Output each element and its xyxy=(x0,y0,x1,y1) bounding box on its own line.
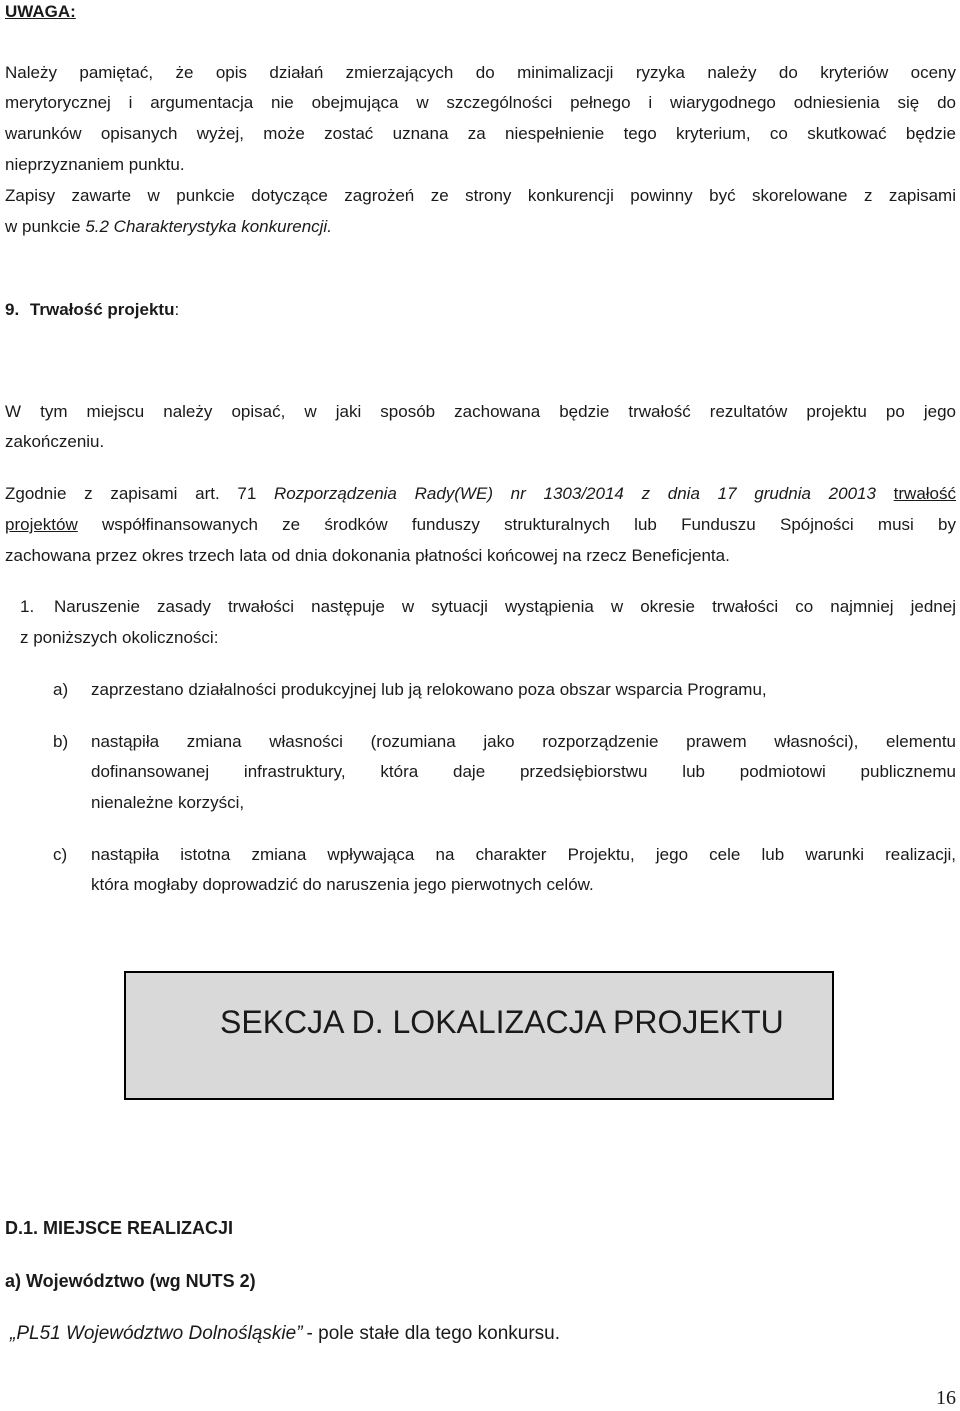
d1-heading: D.1. MIEJSCE REALIZACJI xyxy=(5,1218,234,1238)
section-colon: : xyxy=(174,300,180,319)
text-line: z poniższych okoliczności: xyxy=(20,628,219,647)
section-number: 9. xyxy=(5,300,20,319)
text-line: zakończeniu. xyxy=(5,432,105,451)
underlined-term: trwałość xyxy=(893,484,957,503)
region-line xyxy=(10,1323,560,1345)
region-note: - pole stałe dla tego konkursu. xyxy=(306,1323,561,1344)
text-line xyxy=(5,515,956,535)
text-line xyxy=(5,217,332,237)
text-line: Zapisy zawarte w punkcie dotyczące zagrożeń ze strony konkurencji powinny być skorelowane z zapisami xyxy=(5,186,956,205)
text-fragment: Zgodnie z zapisami art. xyxy=(5,484,238,503)
list-marker: 1. xyxy=(20,597,35,616)
text-line: Naruszenie zasady trwałości następuje w sytuacji wystąpienia w okresie trwałości co najmniej jednej xyxy=(54,597,956,616)
regulation-reference: Rozporządzenia Rady(WE) nr 1303/2014 z dnia 17 grudnia 20013 xyxy=(274,484,876,503)
list-item-text: zaprzestano działalności produkcyjnej lub ją relokowano poza obszar wsparcia Programu, xyxy=(91,680,767,699)
page-number: 16 xyxy=(936,1387,956,1409)
text-line: W tym miejscu należy opisać, w jaki sposób zachowana będzie trwałość rezultatów projektu po jego xyxy=(5,402,956,421)
section-title: Trwałość projektu xyxy=(29,300,175,319)
text-fragment: współfinansowanych ze środków funduszy strukturalnych lub Funduszu Spójności musi by xyxy=(77,515,956,534)
list-marker: c) xyxy=(53,845,68,864)
text-line: zachowana przez okres trzech lata od dnia dokonania płatności końcowej na rzecz Beneficjenta. xyxy=(5,546,730,565)
text-fragment: 71 xyxy=(237,484,275,503)
text-line: merytorycznej i argumentacja nie obejmująca w szczególności pełnego i wiarygodnego odniesienia się do xyxy=(5,93,956,112)
text-reference-italic: 5.2 Charakterystyka konkurencji. xyxy=(85,217,332,236)
list-item-text: dofinansowanej infrastruktury, która daje przedsiębiorstwu lub podmiotowi publicznemu xyxy=(91,762,956,781)
text-fragment: w punkcie xyxy=(5,217,86,236)
text-line: warunków opisanych wyżej, może zostać uznana za niespełnienie tego kryterium, co skutkować będzie xyxy=(5,124,956,143)
text-line: Należy pamiętać, że opis działań zmierzających do minimalizacji ryzyka należy do kryteriów oceny xyxy=(5,63,956,82)
list-item-text: nastąpiła istotna zmiana wpływająca na charakter Projektu, jego cele lub warunki realizacji, xyxy=(91,845,956,864)
section-d-box xyxy=(124,971,834,1100)
list-marker: b) xyxy=(53,732,69,751)
text-line: nieprzyznaniem punktu. xyxy=(5,155,185,174)
list-marker: a) xyxy=(53,680,69,699)
uwaga-heading: UWAGA: xyxy=(5,2,76,21)
section-d-title: SEKCJA D. LOKALIZACJA PROJEKTU xyxy=(220,1004,784,1040)
text-line xyxy=(5,484,956,504)
list-item-text: nienależne korzyści, xyxy=(91,793,245,812)
list-item-text: która mogłaby doprowadzić do naruszenia jego pierwotnych celów. xyxy=(91,875,594,894)
underlined-term: projektów xyxy=(5,515,78,534)
voivodeship-heading: a) Województwo (wg NUTS 2) xyxy=(5,1271,256,1291)
list-item-text: nastąpiła zmiana własności (rozumiana jako rozporządzenie prawem własności), elementu xyxy=(91,732,956,751)
region-value: „PL51 Województwo Dolnośląskie” xyxy=(10,1323,303,1344)
section-9-heading xyxy=(5,300,179,320)
